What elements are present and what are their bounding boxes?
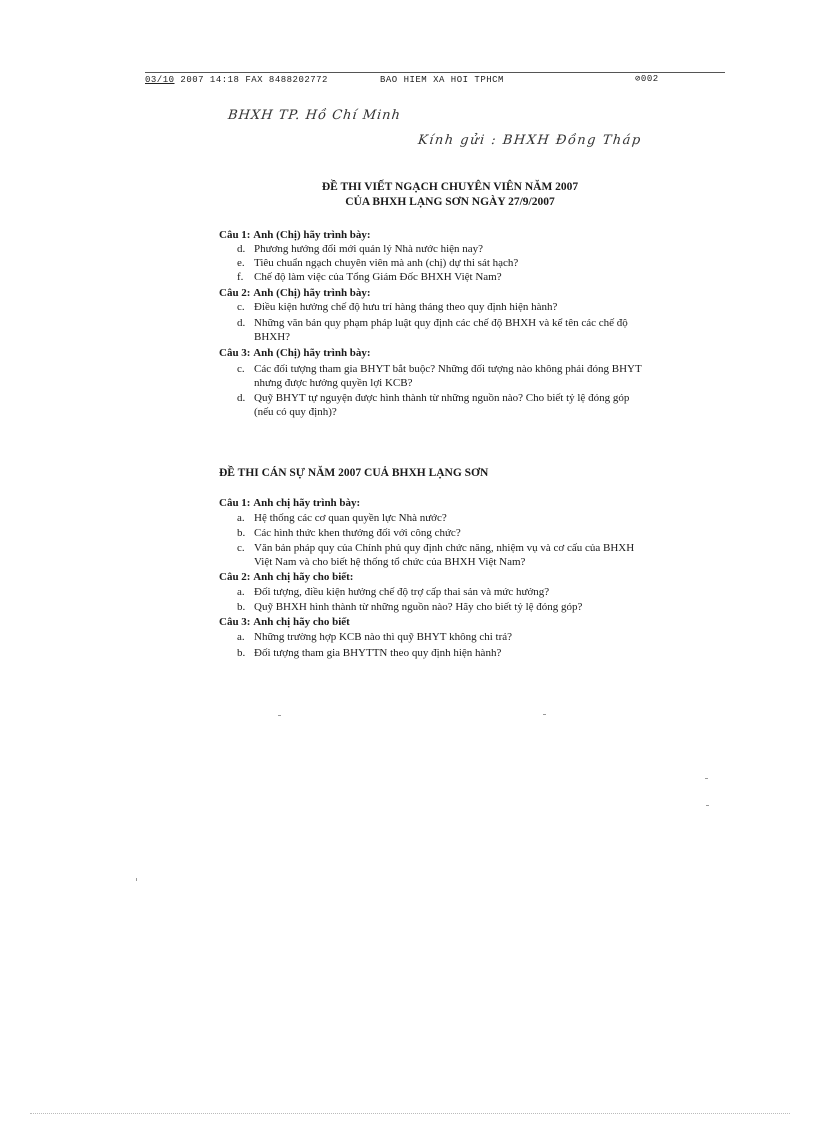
- exam2-q3-item-b: [237, 646, 501, 660]
- fax-header: [145, 72, 725, 90]
- exam1-q3-item-c-cont: nhưng được hưởng quyền lợi KCB?: [254, 377, 413, 389]
- item-marker: e.: [237, 257, 245, 269]
- exam1-q1-item-f: [237, 270, 502, 284]
- page-icon: ⊘: [635, 74, 641, 84]
- question-text: Anh (Chị) hãy trình bày:: [253, 287, 371, 299]
- item-marker: d.: [237, 317, 246, 329]
- exam2-q2-item-b: [237, 600, 582, 614]
- exam2-q1-item-a: [237, 511, 447, 525]
- item-text: Tiêu chuẩn ngạch chuyên viên mà anh (chị) dự thi sát hạch?: [254, 257, 519, 269]
- question-number: Câu 3:: [219, 347, 251, 359]
- exam1-q1-item-d: [237, 242, 483, 256]
- item-marker: a.: [237, 586, 245, 598]
- item-text: Hệ thống các cơ quan quyền lực Nhà nước?: [254, 512, 447, 524]
- item-marker: b.: [237, 527, 246, 539]
- item-text: Chế độ làm việc của Tổng Giám Đốc BHXH Việt Nam?: [254, 271, 502, 283]
- question-number: Câu 3:: [219, 616, 251, 628]
- scan-speck: [278, 715, 281, 716]
- question-text: Anh chị hãy trình bày:: [253, 497, 361, 509]
- exam1-title-line2: CỦA BHXH LẠNG SƠN NGÀY 27/9/2007: [345, 196, 555, 208]
- handwritten-sender: BHXH TP. Hồ Chí Minh: [227, 108, 402, 123]
- exam2-q2-item-a: [237, 585, 549, 599]
- item-marker: a.: [237, 631, 245, 643]
- fax-date: [145, 75, 328, 85]
- exam2-q1-item-b: [237, 526, 461, 540]
- exam1-title-line1: ĐỀ THI VIẾT NGẠCH CHUYÊN VIÊN NĂM 2007: [321, 181, 579, 193]
- exam1-q2-item-d-cont: BHXH?: [254, 331, 291, 343]
- item-marker: b.: [237, 647, 246, 659]
- item-text: Đối tượng tham gia BHYTTN theo quy định hiện hành?: [254, 647, 502, 659]
- question-text: Anh (Chị) hãy trình bày:: [253, 229, 371, 241]
- handwritten-recipient: Kính gửi : BHXH Đồng Tháp: [417, 133, 643, 148]
- exam2-q2-label: [219, 570, 353, 584]
- item-text: Những trường hợp KCB nào thì quỹ BHYT không chi trả?: [254, 631, 513, 643]
- question-number: Câu 1:: [219, 229, 251, 241]
- item-text: Các hình thức khen thưởng đối với công chức?: [254, 527, 461, 539]
- exam1-q1-label: [219, 228, 371, 242]
- scan-speck: [706, 805, 709, 806]
- exam1-q3-item-d-cont: (nếu có quy định)?: [254, 406, 337, 418]
- item-marker: a.: [237, 512, 245, 524]
- item-text: Phương hướng đổi mới quản lý Nhà nước hiện nay?: [254, 243, 484, 255]
- exam1-q2-label: [219, 286, 371, 300]
- exam1-q3-item-c: [237, 362, 642, 376]
- exam1-q1-item-e: [237, 256, 518, 270]
- exam2-q3-label: [219, 615, 350, 629]
- question-number: Câu 2:: [219, 287, 251, 299]
- item-marker: c.: [237, 301, 245, 313]
- question-number: Câu 1:: [219, 497, 251, 509]
- item-marker: f.: [237, 271, 244, 283]
- fax-page-number: [635, 74, 659, 84]
- fax-time-number: 2007 14:18 FAX 8488202772: [180, 75, 328, 85]
- scan-speck: [136, 878, 137, 881]
- item-marker: c.: [237, 363, 245, 375]
- fax-date-day: 03/10: [145, 75, 175, 85]
- exam2-q1-item-c: [237, 541, 634, 555]
- item-marker: c.: [237, 542, 245, 554]
- item-marker: d.: [237, 392, 246, 404]
- item-marker: d.: [237, 243, 246, 255]
- question-text: Anh (Chị) hãy trình bày:: [253, 347, 371, 359]
- scan-speck: [543, 714, 546, 715]
- exam1-q2-item-c: [237, 300, 557, 314]
- header-rule: [145, 72, 725, 73]
- question-text: Anh chị hãy cho biết: [253, 616, 350, 628]
- scan-edge-dots: [30, 1113, 790, 1114]
- exam1-q2-item-d: [237, 316, 628, 330]
- fax-page-value: 002: [640, 74, 659, 84]
- item-text: Quỹ BHXH hình thành từ những nguồn nào? Hãy cho biết tỷ lệ đóng góp?: [254, 601, 583, 613]
- exam1-q3-item-d: [237, 391, 629, 405]
- item-text: Văn bản pháp quy của Chính phủ quy định chức năng, nhiệm vụ và cơ cấu của BHXH: [254, 542, 635, 554]
- exam2-q1-item-c-cont: Việt Nam và cho biết hệ thống tổ chức của BHXH Việt Nam?: [254, 556, 526, 568]
- exam2-title: ĐỀ THI CÁN SỰ NĂM 2007 CUẢ BHXH LẠNG SƠN: [219, 467, 489, 479]
- item-text: Điều kiện hưởng chế độ hưu trí hàng tháng theo quy định hiện hành?: [254, 301, 558, 313]
- exam2-q1-label: [219, 496, 360, 510]
- question-text: Anh chị hãy cho biết:: [253, 571, 354, 583]
- fax-organization: BAO HIEM XA HOI TPHCM: [380, 75, 504, 85]
- question-number: Câu 2:: [219, 571, 251, 583]
- item-text: Đối tượng, điều kiện hưởng chế độ trợ cấp thai sản và mức hưởng?: [254, 586, 550, 598]
- exam2-q3-item-a: [237, 630, 512, 644]
- item-text: Các đối tượng tham gia BHYT bắt buộc? Những đối tượng nào không phải đóng BHYT: [254, 363, 642, 375]
- item-marker: b.: [237, 601, 246, 613]
- item-text: Quỹ BHYT tự nguyện được hình thành từ những nguồn nào? Cho biết tỷ lệ đóng góp: [254, 392, 630, 404]
- exam1-q3-label: [219, 346, 371, 360]
- scan-speck: [705, 778, 708, 779]
- item-text: Những văn bản quy phạm pháp luật quy định các chế độ BHXH và kể tên các chế độ: [254, 317, 628, 329]
